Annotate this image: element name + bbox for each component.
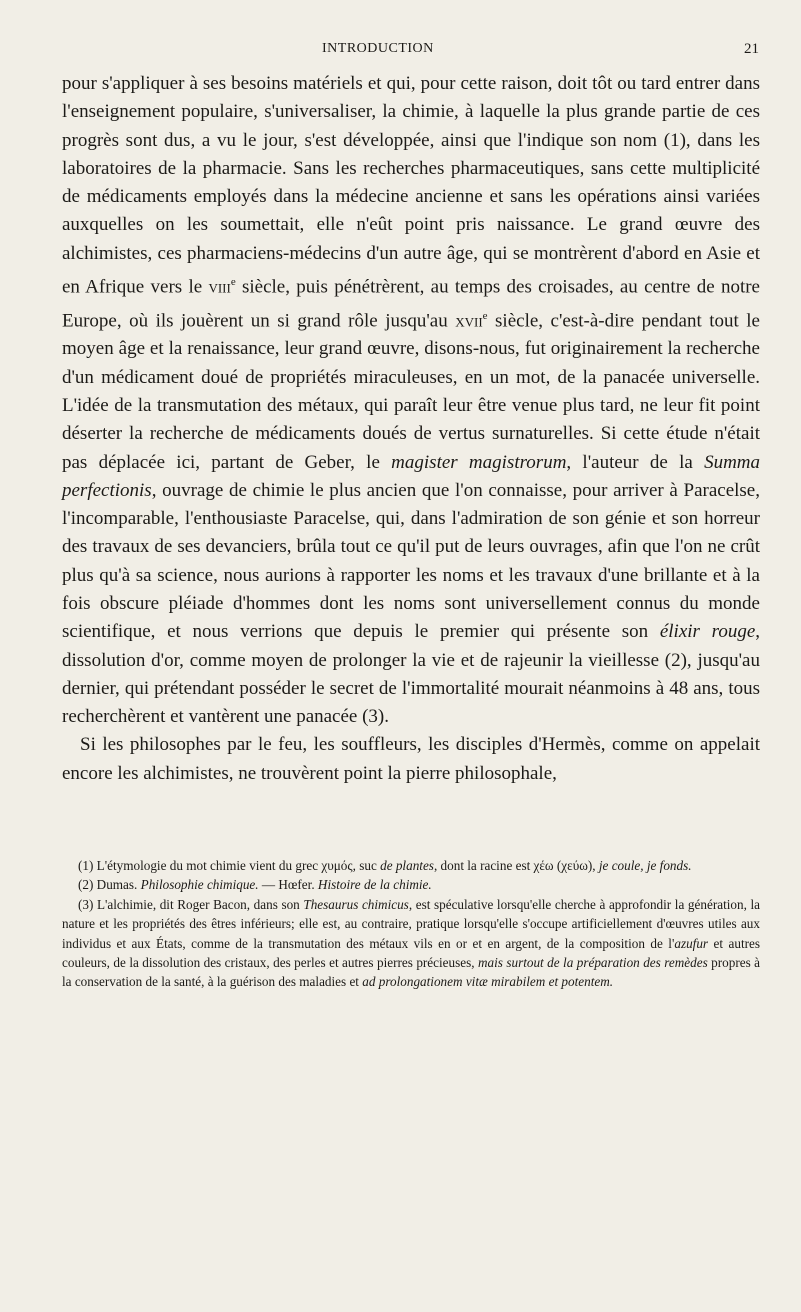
fn3-text-c: et autres couleurs, de la dissolution des cristaux, des perles et autres pierres précieuses,	[62, 935, 760, 971]
running-title: INTRODUCTION	[322, 41, 434, 56]
p1-text-f: , dissolution d'or, comme moyen de prolonger la vie et de rajeunir la vieillesse (2), jusqu'au dernier, qui prétendant posséder le secret de l'immortalité mourait néanmoins à 48 ans, tous recherchèrent et vantèrent une panacée (3).	[62, 621, 761, 728]
footnotes	[62, 856, 760, 992]
superscript-e-1: e	[230, 276, 236, 289]
fn1-italic-1: de plantes	[380, 858, 434, 873]
p1-text-d: , l'auteur de la	[566, 451, 705, 473]
page-header	[60, 41, 761, 61]
fn3-italic-1: Thesaurus chimicus	[303, 896, 409, 912]
fn2-italic-2: Histoire de la chimie.	[317, 877, 432, 893]
century-xvii: xvii	[455, 310, 483, 332]
footnote-1	[62, 856, 760, 875]
footnote-3	[62, 895, 760, 992]
fn1-text-a: (1) L'étymologie du mot chimie vient du grec χυμός, suc	[78, 858, 381, 873]
p1-text-c: siècle, c'est-à-dire pendant tout le moyen âge et la renaissance, leur grand œuvre, disons-nous, fut originairement la recherche d'un médicament doué de propriétés miraculeuses, en un mot, de la panacée universelle. L'idée de la transmutation des métaux, qui paraît leur être venue plus tard, ne leur fit point déserter la recherche de médicaments doués de vertus surnaturelles. Si cette étude n'était pas déplacée ici, partant de Geber, le	[62, 310, 760, 473]
p1-text-a: pour s'appliquer à ses besoins matériels et qui, pour cette raison, doit tôt ou tard entrer dans l'enseignement populaire, s'universaliser, la chimie, à laquelle la plus grande partie de ces progrès sont dus, a vu le jour, s'est développée, ainsi que l'indique son nom (1), dans les laboratoires de la pharmacie. Sans les recherches pharmaceutiques, sans cette multiplicité de médicaments employés dans la médecine ancienne et sans les opérations ainsi variées auxquelles on les soumettait, elle n'eût point pris naissance. Le grand œuvre des alchimistes, ces pharmaciens-médecins d'un autre âge, qui se montrèrent d'abord en Asie et en Afrique vers le	[62, 73, 760, 298]
fn3-text-a: (3) L'alchimie, dit Roger Bacon, dans son	[78, 896, 304, 912]
fn3-text-d: propres à la conservation de la santé, à la guérison des maladies et	[62, 955, 760, 990]
fn2-text-b: — Hœfer.	[258, 877, 318, 893]
century-viii: viii	[208, 276, 231, 298]
fn1-italic-2: je coule, je fonds.	[598, 858, 692, 873]
superscript-e-2: e	[482, 309, 488, 322]
fn3-italic-4: ad prolongationem vitæ mirabilem et potentem.	[362, 974, 614, 990]
fn3-italic-3: mais surtout de la préparation des remèdes	[477, 955, 708, 971]
fn2-text-a: (2) Dumas.	[78, 877, 141, 893]
italic-summa: Summa perfectionis	[62, 451, 761, 501]
paragraph-2: Si les philosophes par le feu, les souffleurs, les disciples d'Hermès, comme on appelait encore les alchimistes, ne trouvèrent point la pierre philosophale,	[62, 734, 760, 784]
p1-text-e: , ouvrage de chimie le plus ancien que l'on connaisse, pour arriver à Paracelse, l'incomparable, l'enthousiaste Paracelse, qui, dans l'admiration de son génie et son horreur des travaux de ses devanciers, brûla tout ce qu'il put de leurs ouvrages, afin que l'on ne crût plus qu'à sa science, nous aurions à rapporter les noms et les travaux d'une brillante et à la fois obscure pléiade d'hommes dont les noms sont universellement connus du monde scientifique, et nous verrions que depuis le premier qui présente son	[62, 479, 760, 643]
fn2-italic-1: Philosophie chimique.	[140, 877, 259, 893]
italic-magister: magister magistrorum	[391, 451, 567, 473]
fn3-italic-2: azufur	[674, 935, 709, 951]
body-text	[62, 70, 760, 788]
italic-elixir: élixir rouge	[659, 621, 756, 643]
fn3-text-b: , est spéculative lorsqu'elle cherche à approfondir la génération, la nature et les propriétés des êtres inférieurs; elle est, au contraire, pratique lorsqu'elle s'occupe artificiellement d'œuvres utiles aux individus et aux États, comme de la transmutation des métaux vils en or et en argent, de la composition de l'	[62, 896, 760, 951]
page-number: 21	[744, 41, 759, 57]
fn1-text-b: , dont la racine est χέω (χεύω),	[433, 858, 599, 873]
p1-text-b: siècle, puis pénétrèrent, au temps des croisades, au centre de notre Europe, où ils jouèrent un si grand rôle jusqu'au	[62, 276, 760, 332]
paragraph-1	[62, 70, 760, 731]
footnote-2	[62, 875, 760, 894]
